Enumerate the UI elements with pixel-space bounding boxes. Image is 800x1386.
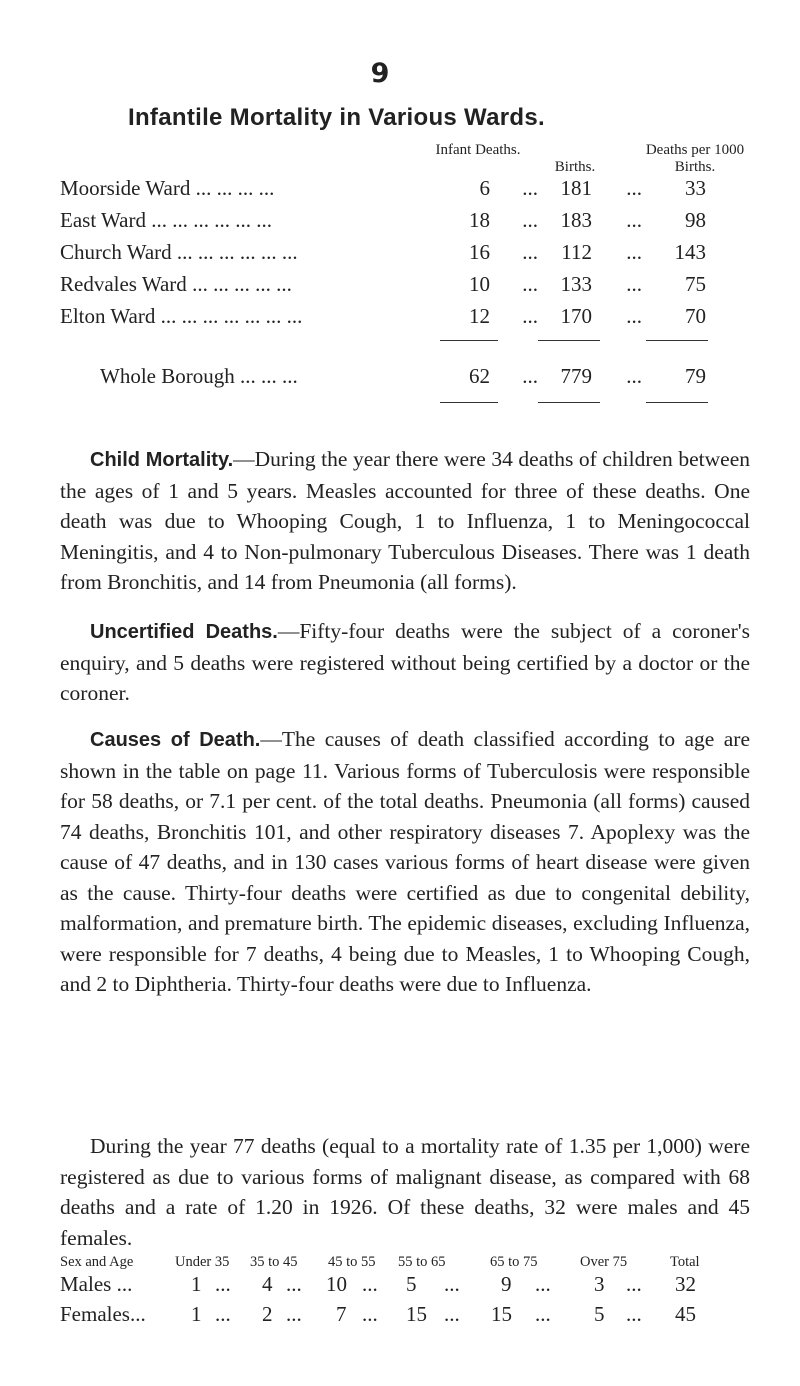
- header-under-35: Under 35: [175, 1254, 230, 1270]
- total-label: Whole Borough ... ... ...: [100, 364, 298, 388]
- malignant-disease-paragraph: During the year 77 deaths (equal to a mortality rate of 1.35 per 1,000) were registered as due to various forms of malignant disease, as compared with 68 deaths and a rate of 1.20 in 1926. Of these deaths, 32 were males and 45 females.: [60, 1134, 750, 1250]
- ward-name: Moorside Ward ... ... ... ...: [60, 176, 275, 200]
- header-over-75: Over 75: [580, 1254, 628, 1270]
- rate-value: 98: [685, 208, 706, 232]
- separator: ...: [626, 1272, 642, 1296]
- infant-deaths-value: 12: [469, 304, 490, 328]
- table-row: [60, 176, 750, 204]
- section-heading: Uncertified Deaths.: [90, 621, 278, 643]
- separator: ...: [444, 1302, 460, 1326]
- separator: ...: [522, 272, 538, 296]
- ward-name: East Ward ... ... ... ... ... ...: [60, 208, 272, 232]
- value-total: 32: [675, 1272, 696, 1296]
- separator: ...: [626, 176, 642, 200]
- births-value: 170: [560, 304, 592, 328]
- row-label: Males ...: [60, 1272, 133, 1296]
- total-infant-deaths: 62: [469, 364, 490, 388]
- header-55-to-65: 55 to 65: [398, 1254, 446, 1270]
- separator: ...: [362, 1302, 378, 1326]
- separator: ...: [626, 1302, 642, 1326]
- header-infant-deaths: Infant Deaths.: [435, 142, 521, 158]
- table-row: [60, 240, 750, 268]
- separator: ...: [626, 364, 642, 388]
- separator: ...: [626, 240, 642, 264]
- infant-deaths-value: 16: [469, 240, 490, 264]
- infant-deaths-value: 10: [469, 272, 490, 296]
- header-births: Births.: [554, 159, 596, 175]
- rate-value: 75: [685, 272, 706, 296]
- separator: ...: [362, 1272, 378, 1296]
- value-under-35: 1: [191, 1302, 202, 1326]
- divider: [538, 402, 600, 403]
- divider: [646, 402, 708, 403]
- ward-name: Elton Ward ... ... ... ... ... ... ...: [60, 304, 303, 328]
- total-births: 779: [560, 364, 592, 388]
- value-55-to-65: 5: [406, 1272, 417, 1296]
- causes-of-death-paragraph: Causes of Death.—The causes of death classified according to age are shown in the table on page 11. Various forms of Tuberculosis were responsible for 58 deaths, or 7.1 per cent. of the total deaths. Pneumonia (all forms) caused 74 deaths, Bronchitis 101, and other respiratory diseases 7. Apoplexy was the cause of 47 deaths, and in 130 cases various forms of heart disease were given as the cause. Thirty-four deaths were certified as due to congenital debility, malformation, and premature birth. The epidemic diseases, excluding Influenza, were responsible for 7 deaths, 4 being due to Measles, 1 to Whooping Cough, and 2 to Diphtheria. Thirty-four deaths were due to Influenza.: [60, 727, 750, 996]
- infant-deaths-value: 18: [469, 208, 490, 232]
- rate-value: 143: [674, 240, 706, 264]
- separator: ...: [535, 1302, 551, 1326]
- value-45-to-55: 7: [336, 1302, 347, 1326]
- table-row: [60, 304, 750, 332]
- value-65-to-75: 15: [491, 1302, 512, 1326]
- section-heading: Child Mortality.: [90, 449, 234, 471]
- separator: ...: [535, 1272, 551, 1296]
- value-65-to-75: 9: [501, 1272, 512, 1296]
- table-row: [60, 1302, 760, 1330]
- row-label: Females...: [60, 1302, 146, 1326]
- rate-value: 70: [685, 304, 706, 328]
- value-under-35: 1: [191, 1272, 202, 1296]
- separator: ...: [522, 208, 538, 232]
- births-value: 133: [560, 272, 592, 296]
- section-heading: Causes of Death.: [90, 729, 261, 751]
- child-mortality-paragraph: Child Mortality.—During the year there were 34 deaths of children between the ages of 1 and 5 years. Measles accounted for three of these deaths. One death was due to Whooping Cough, 1 to Influenza, 1 to Meningococcal Meningitis, and 4 to Non-pulmonary Tuberculous Diseases. There was 1 death from Bronchitis, and 14 from Pneumonia (all forms).: [60, 447, 750, 594]
- rate-value: 33: [685, 176, 706, 200]
- header-deaths-per-1000: Deaths per 1000 Births.: [645, 142, 745, 175]
- separator: ...: [286, 1302, 302, 1326]
- ward-name: Redvales Ward ... ... ... ... ...: [60, 272, 292, 296]
- separator: ...: [444, 1272, 460, 1296]
- separator: ...: [522, 176, 538, 200]
- table-row: [60, 272, 750, 300]
- value-55-to-65: 15: [406, 1302, 427, 1326]
- divider: [538, 340, 600, 341]
- value-over-75: 5: [594, 1302, 605, 1326]
- total-row: [60, 364, 750, 392]
- divider: [440, 402, 498, 403]
- header-35-to-45: 35 to 45: [250, 1254, 298, 1270]
- separator: ...: [286, 1272, 302, 1296]
- separator: ...: [522, 240, 538, 264]
- page-number: 9: [370, 58, 390, 89]
- births-value: 183: [560, 208, 592, 232]
- value-35-to-45: 2: [262, 1302, 273, 1326]
- separator: ...: [215, 1272, 231, 1296]
- header-total: Total: [670, 1254, 700, 1270]
- value-total: 45: [675, 1302, 696, 1326]
- separator: ...: [215, 1302, 231, 1326]
- separator: ...: [522, 364, 538, 388]
- separator: ...: [626, 272, 642, 296]
- separator: ...: [522, 304, 538, 328]
- table-row: [60, 1272, 760, 1300]
- value-over-75: 3: [594, 1272, 605, 1296]
- separator: ...: [626, 208, 642, 232]
- header-sex-and-age: Sex and Age: [60, 1254, 134, 1270]
- value-45-to-55: 10: [326, 1272, 347, 1296]
- uncertified-deaths-paragraph: Uncertified Deaths.—Fifty-four deaths were the subject of a coroner's enquiry, and 5 deaths were registered without being certified by a doctor or the coroner.: [60, 619, 750, 705]
- births-value: 112: [561, 240, 592, 264]
- divider: [646, 340, 708, 341]
- divider: [440, 340, 498, 341]
- separator: ...: [626, 304, 642, 328]
- header-65-to-75: 65 to 75: [490, 1254, 538, 1270]
- page-title: Infantile Mortality in Various Wards.: [128, 104, 545, 131]
- table-row: [60, 208, 750, 236]
- births-value: 181: [560, 176, 592, 200]
- value-35-to-45: 4: [262, 1272, 273, 1296]
- total-rate: 79: [685, 364, 706, 388]
- ward-name: Church Ward ... ... ... ... ... ...: [60, 240, 298, 264]
- infant-deaths-value: 6: [479, 176, 490, 200]
- header-45-to-55: 45 to 55: [328, 1254, 376, 1270]
